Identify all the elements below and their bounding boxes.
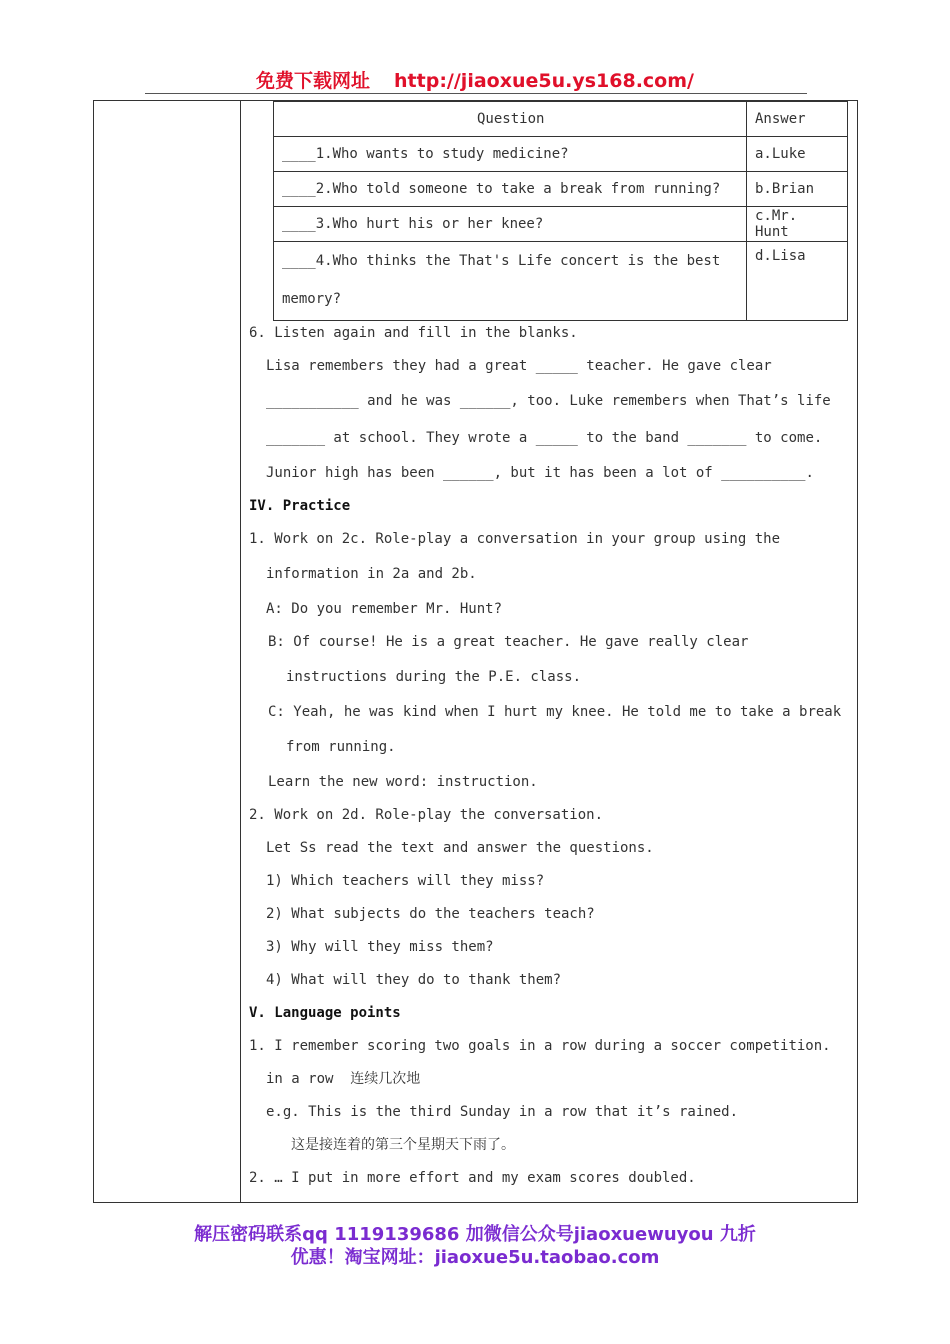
text-line: Let Ss read the text and answer the questions. xyxy=(266,840,654,856)
lesson-content xyxy=(249,317,849,1195)
table-row xyxy=(274,137,848,172)
text-line: Learn the new word: instruction. xyxy=(268,774,538,790)
section-heading-language-points: V. Language points xyxy=(249,1005,401,1021)
section-heading-practice: IV. Practice xyxy=(249,498,351,514)
question-line: 1) Which teachers will they miss? xyxy=(266,873,545,889)
answer-cell: d.Lisa xyxy=(747,242,848,321)
dialogue-line: instructions during the P.E. class. xyxy=(286,669,582,685)
example-line: e.g. This is the third Sunday in a row that it’s rained. xyxy=(266,1104,739,1120)
dialogue-line: from running. xyxy=(286,739,396,755)
question-cell: ____3.Who hurt his or her knee? xyxy=(274,207,747,242)
dialogue-line: A: Do you remember Mr. Hunt? xyxy=(266,601,503,617)
text-line: information in 2a and 2b. xyxy=(266,566,477,582)
fill-blank-line: _______ at school. They wrote a _____ to the band _______ to come. xyxy=(266,430,823,446)
table-header-row xyxy=(274,102,848,137)
question-line: 4) What will they do to thank them? xyxy=(266,972,562,988)
question-answer-table xyxy=(273,101,848,321)
fill-blank-line: Lisa remembers they had a great _____ teacher. He gave clear xyxy=(266,358,772,374)
answer-header: Answer xyxy=(747,102,848,137)
table-row xyxy=(274,172,848,207)
header-url[interactable]: http://jiaoxue5u.ys168.com/ xyxy=(394,70,694,92)
question-header: Question xyxy=(274,102,747,137)
answer-cell: c.Mr. Hunt xyxy=(747,207,848,242)
question-line: 3) Why will they miss them? xyxy=(266,939,494,955)
header-banner xyxy=(0,66,950,93)
table-row xyxy=(274,207,848,242)
text-line: 1. I remember scoring two goals in a row during a soccer competition. xyxy=(249,1038,831,1054)
question-cell: ____1.Who wants to study medicine? xyxy=(274,137,747,172)
table-row xyxy=(274,242,848,321)
footer-line-1: 解压密码联系qq 1119139686 加微信公众号jiaoxuewuyou 九折 xyxy=(194,1224,756,1245)
question-cell: ____2.Who told someone to take a break from running? xyxy=(274,172,747,207)
dialogue-line: B: Of course! He is a great teacher. He gave really clear xyxy=(268,634,749,650)
footer-line-2: 优惠！淘宝网址：jiaoxue5u.taobao.com xyxy=(290,1247,660,1268)
dialogue-line: C: Yeah, he was kind when I hurt my knee. He told me to take a break xyxy=(268,704,842,720)
fill-blank-line: ___________ and he was ______, too. Luke remembers when That’s life xyxy=(266,393,831,409)
column-divider xyxy=(240,101,241,1202)
header-divider xyxy=(145,93,807,94)
answer-cell: b.Brian xyxy=(747,172,848,207)
fill-blank-line: Junior high has been ______, but it has been a lot of __________. xyxy=(266,465,814,481)
header-label: 免费下载网址 xyxy=(256,70,371,92)
task-instruction: 6. Listen again and fill in the blanks. xyxy=(249,325,578,341)
question-cell: ____4.Who thinks the That's Life concert is the best memory? xyxy=(274,242,747,321)
example-translation: 这是接连着的第三个星期天下雨了。 xyxy=(291,1137,515,1153)
answer-cell: a.Luke xyxy=(747,137,848,172)
lesson-table xyxy=(93,100,858,1203)
text-line: 2. … I put in more effort and my exam scores doubled. xyxy=(249,1170,696,1186)
question-line: 2) What subjects do the teachers teach? xyxy=(266,906,595,922)
text-line: in a row 连续几次地 xyxy=(266,1071,421,1087)
task-instruction: 2. Work on 2d. Role-play the conversation. xyxy=(249,807,604,823)
task-instruction: 1. Work on 2c. Role-play a conversation in your group using the xyxy=(249,531,781,547)
